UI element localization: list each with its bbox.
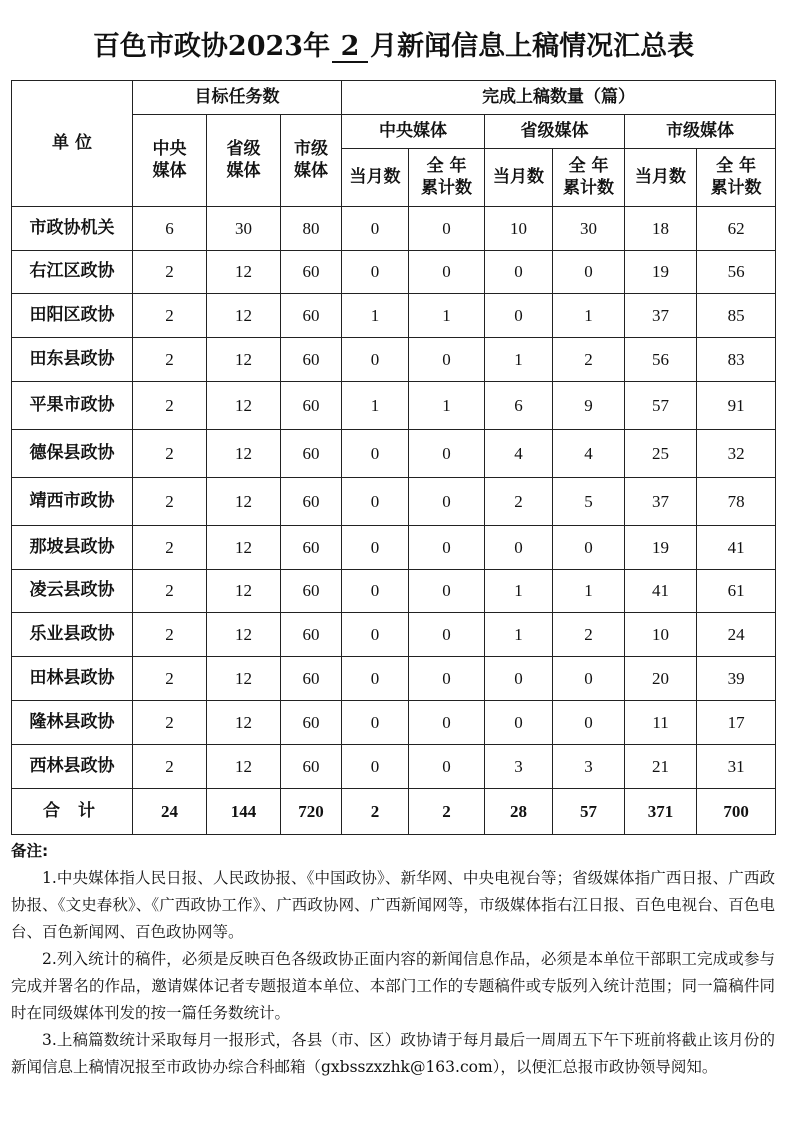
value-cell: 0: [342, 430, 409, 478]
value-cell: 39: [697, 657, 776, 701]
value-cell: 37: [625, 294, 697, 338]
value-cell: 0: [409, 570, 485, 613]
unit-name: 西林县政协: [12, 745, 133, 789]
header-target-provincial: 省级 媒体: [207, 115, 281, 207]
table-row: [12, 745, 776, 789]
value-cell: 1: [485, 613, 553, 657]
total-cell: 57: [553, 789, 625, 835]
table-row: [12, 294, 776, 338]
value-cell: 37: [625, 478, 697, 526]
table-row: [12, 251, 776, 294]
value-cell: 19: [625, 251, 697, 294]
value-cell: 2: [133, 526, 207, 570]
value-cell: 0: [485, 294, 553, 338]
value-cell: 60: [281, 338, 342, 382]
value-cell: 2: [133, 745, 207, 789]
value-cell: 83: [697, 338, 776, 382]
value-cell: 12: [207, 526, 281, 570]
value-cell: 6: [133, 207, 207, 251]
value-cell: 2: [133, 613, 207, 657]
note-item: 2.列入统计的稿件，必须是反映百色各级政协正面内容的新闻信息作品，必须是本单位干部职工完成或参与完成并署名的作品，邀请媒体记者专题报道本单位、本部门工作的专题稿件或专版列入统计范围；同一篇稿件同时在同级媒体刊发的按一篇任务数统计。: [11, 950, 775, 1022]
value-cell: 0: [409, 478, 485, 526]
header-done: 完成上稿数量（篇）: [342, 81, 776, 115]
value-cell: 2: [133, 430, 207, 478]
header-city-media: 市级媒体: [625, 115, 776, 149]
value-cell: 2: [133, 294, 207, 338]
value-cell: 0: [553, 657, 625, 701]
value-cell: 12: [207, 570, 281, 613]
title-suffix: 月新闻信息上稿情况汇总表: [370, 31, 695, 62]
value-cell: 56: [625, 338, 697, 382]
value-cell: 60: [281, 430, 342, 478]
value-cell: 11: [625, 701, 697, 745]
value-cell: 21: [625, 745, 697, 789]
value-cell: 0: [342, 570, 409, 613]
notes-title: 备注:: [11, 842, 49, 860]
value-cell: 10: [485, 207, 553, 251]
table-row: [12, 657, 776, 701]
value-cell: 12: [207, 478, 281, 526]
value-cell: 0: [409, 251, 485, 294]
unit-name: 隆林县政协: [12, 701, 133, 745]
header-central-monthly: 当月数: [342, 149, 409, 207]
value-cell: 12: [207, 657, 281, 701]
value-cell: 1: [409, 382, 485, 430]
value-cell: 0: [485, 526, 553, 570]
value-cell: 0: [409, 207, 485, 251]
header-target-city: 市级 媒体: [281, 115, 342, 207]
header-central-annual: 全 年 累计数: [409, 149, 485, 207]
value-cell: 60: [281, 745, 342, 789]
value-cell: 2: [133, 478, 207, 526]
value-cell: 1: [342, 382, 409, 430]
value-cell: 0: [409, 613, 485, 657]
value-cell: 30: [207, 207, 281, 251]
notes-section: [11, 838, 775, 1081]
value-cell: 85: [697, 294, 776, 338]
value-cell: 12: [207, 294, 281, 338]
header-city-monthly: 当月数: [625, 149, 697, 207]
value-cell: 12: [207, 430, 281, 478]
value-cell: 2: [133, 701, 207, 745]
header-provincial-media: 省级媒体: [485, 115, 625, 149]
value-cell: 1: [342, 294, 409, 338]
value-cell: 3: [485, 745, 553, 789]
value-cell: 2: [553, 613, 625, 657]
value-cell: 19: [625, 526, 697, 570]
value-cell: 0: [409, 701, 485, 745]
value-cell: 12: [207, 382, 281, 430]
value-cell: 0: [342, 657, 409, 701]
value-cell: 91: [697, 382, 776, 430]
table-row: [12, 613, 776, 657]
total-cell: 720: [281, 789, 342, 835]
header-target: 目标任务数: [133, 81, 342, 115]
value-cell: 0: [342, 613, 409, 657]
report-table: [11, 80, 776, 835]
header-central-media: 中央媒体: [342, 115, 485, 149]
value-cell: 2: [133, 657, 207, 701]
value-cell: 0: [342, 701, 409, 745]
value-cell: 3: [553, 745, 625, 789]
title-month: 2: [332, 33, 368, 63]
value-cell: 0: [342, 251, 409, 294]
value-cell: 60: [281, 382, 342, 430]
value-cell: 2: [133, 251, 207, 294]
header-target-central: 中央 媒体: [133, 115, 207, 207]
header-provincial-monthly: 当月数: [485, 149, 553, 207]
value-cell: 1: [485, 570, 553, 613]
value-cell: 0: [553, 251, 625, 294]
unit-name: 凌云县政协: [12, 570, 133, 613]
value-cell: 2: [133, 382, 207, 430]
value-cell: 17: [697, 701, 776, 745]
value-cell: 0: [409, 338, 485, 382]
table-row: [12, 338, 776, 382]
value-cell: 60: [281, 657, 342, 701]
value-cell: 1: [409, 294, 485, 338]
value-cell: 24: [697, 613, 776, 657]
total-cell: 2: [342, 789, 409, 835]
total-cell: 144: [207, 789, 281, 835]
value-cell: 1: [485, 338, 553, 382]
unit-name: 靖西市政协: [12, 478, 133, 526]
value-cell: 0: [553, 701, 625, 745]
value-cell: 5: [553, 478, 625, 526]
value-cell: 12: [207, 701, 281, 745]
report-title: [0, 24, 787, 63]
value-cell: 57: [625, 382, 697, 430]
table-row: [12, 382, 776, 430]
value-cell: 0: [553, 526, 625, 570]
table-row: [12, 701, 776, 745]
value-cell: 80: [281, 207, 342, 251]
value-cell: 2: [133, 570, 207, 613]
value-cell: 0: [409, 526, 485, 570]
value-cell: 60: [281, 526, 342, 570]
total-cell: 371: [625, 789, 697, 835]
value-cell: 30: [553, 207, 625, 251]
unit-name: 乐业县政协: [12, 613, 133, 657]
value-cell: 25: [625, 430, 697, 478]
value-cell: 0: [409, 430, 485, 478]
value-cell: 0: [342, 207, 409, 251]
value-cell: 0: [409, 745, 485, 789]
unit-name: 田东县政协: [12, 338, 133, 382]
total-row: [12, 789, 776, 835]
value-cell: 2: [133, 338, 207, 382]
header-row-1: [12, 81, 776, 115]
value-cell: 0: [342, 745, 409, 789]
value-cell: 18: [625, 207, 697, 251]
value-cell: 62: [697, 207, 776, 251]
value-cell: 9: [553, 382, 625, 430]
value-cell: 60: [281, 701, 342, 745]
value-cell: 32: [697, 430, 776, 478]
total-cell: 700: [697, 789, 776, 835]
title-prefix: 百色市政协2023年: [92, 31, 331, 62]
value-cell: 0: [342, 478, 409, 526]
value-cell: 60: [281, 478, 342, 526]
note-item: 1.中央媒体指人民日报、人民政协报、《中国政协》、新华网、中央电视台等；省级媒体指广西日报、广西政协报、《文史春秋》、《广西政协工作》、广西政协网、广西新闻网等，市级媒体指右江日报、百色电视台、百色电台、百色新闻网、百色政协网等。: [11, 869, 775, 941]
value-cell: 0: [485, 701, 553, 745]
value-cell: 56: [697, 251, 776, 294]
unit-name: 平果市政协: [12, 382, 133, 430]
value-cell: 12: [207, 251, 281, 294]
value-cell: 12: [207, 338, 281, 382]
value-cell: 60: [281, 613, 342, 657]
unit-name: 市政协机关: [12, 207, 133, 251]
total-cell: 28: [485, 789, 553, 835]
value-cell: 0: [409, 657, 485, 701]
value-cell: 31: [697, 745, 776, 789]
table-row: [12, 430, 776, 478]
unit-name: 田阳区政协: [12, 294, 133, 338]
unit-name: 田林县政协: [12, 657, 133, 701]
header-city-annual: 全 年 累计数: [697, 149, 776, 207]
value-cell: 12: [207, 613, 281, 657]
value-cell: 20: [625, 657, 697, 701]
value-cell: 0: [485, 657, 553, 701]
value-cell: 78: [697, 478, 776, 526]
value-cell: 60: [281, 294, 342, 338]
unit-name: 德保县政协: [12, 430, 133, 478]
value-cell: 1: [553, 570, 625, 613]
value-cell: 0: [342, 338, 409, 382]
table-row: [12, 570, 776, 613]
total-cell: 2: [409, 789, 485, 835]
value-cell: 6: [485, 382, 553, 430]
unit-name: 那坡县政协: [12, 526, 133, 570]
header-provincial-annual: 全 年 累计数: [553, 149, 625, 207]
value-cell: 1: [553, 294, 625, 338]
value-cell: 41: [625, 570, 697, 613]
total-label: 合 计: [12, 789, 133, 835]
value-cell: 60: [281, 251, 342, 294]
table-row: [12, 478, 776, 526]
note-item: 3.上稿篇数统计采取每月一报形式，各县（市、区）政协请于每月最后一周周五下午下班前将截止该月份的新闻信息上稿情况报至市政协办综合科邮箱（gxbsszxzhk@163.com），以便汇总报市政协领导阅知。: [11, 1031, 775, 1076]
unit-name: 右江区政协: [12, 251, 133, 294]
value-cell: 2: [553, 338, 625, 382]
header-unit: 单 位: [12, 81, 133, 207]
total-cell: 24: [133, 789, 207, 835]
value-cell: 0: [485, 251, 553, 294]
table-row: [12, 526, 776, 570]
value-cell: 60: [281, 570, 342, 613]
value-cell: 2: [485, 478, 553, 526]
value-cell: 41: [697, 526, 776, 570]
value-cell: 61: [697, 570, 776, 613]
value-cell: 0: [342, 526, 409, 570]
value-cell: 10: [625, 613, 697, 657]
value-cell: 4: [485, 430, 553, 478]
value-cell: 12: [207, 745, 281, 789]
table-row: [12, 207, 776, 251]
value-cell: 4: [553, 430, 625, 478]
